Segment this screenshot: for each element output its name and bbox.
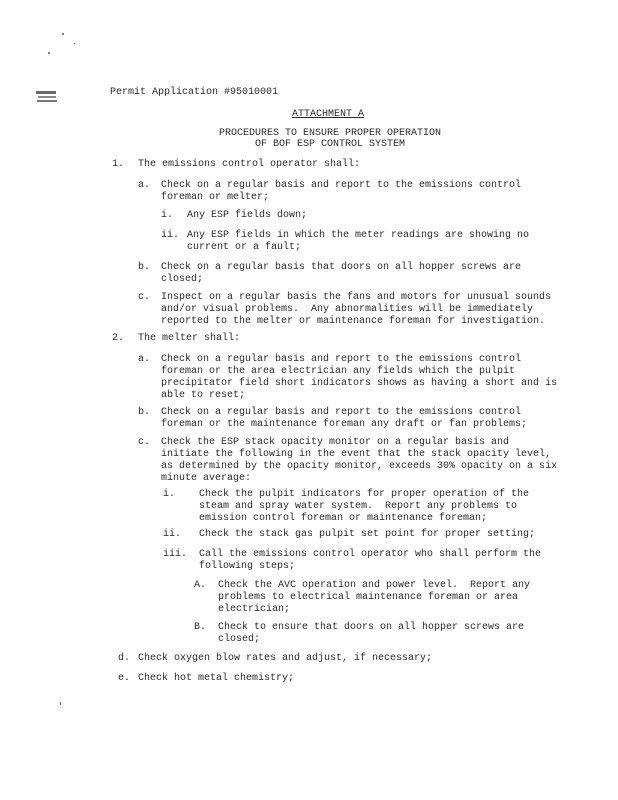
item-number: a. — [138, 180, 151, 191]
item-text: Inspect on a regular basis the fans and motors for unusual sounds and/or visual problems. Any abnormalities will be immediately reported to the melter or maintenance foreman for investigation. — [161, 292, 552, 327]
item-text: Check oxygen blow rates and adjust, if necessary; — [138, 653, 433, 664]
item-number: c. — [138, 437, 151, 448]
item-number: i. — [163, 489, 176, 500]
item-text: Check the stack gas pulpit set point for proper setting; — [199, 529, 536, 540]
item-number: a. — [138, 354, 151, 365]
item-text: Check the ESP stack opacity monitor on a regular basis and initiate the following in the event that the stack opacity level, as determined by the opacity monitor, exceeds 30% opacity on a six minute average: — [161, 437, 558, 484]
item-text: Check the pulpit indicators for proper operation of the steam and spray water system. Report any problems to emission control foreman or maintenance foreman; — [199, 489, 530, 524]
item-text: Any ESP fields in which the meter readings are showing no current or a fault; — [187, 230, 530, 253]
title-line-1: PROCEDURES TO ENSURE PROPER OPERATION — [218, 128, 442, 139]
item-text: Check on a regular basis that doors on all hopper screws are closed; — [161, 262, 522, 285]
scan-speck — [74, 43, 75, 44]
item-number: 2. — [112, 333, 125, 344]
scan-speck — [62, 33, 64, 35]
item-number: iii. — [163, 549, 188, 560]
item-number: e. — [118, 673, 131, 684]
item-number: B. — [194, 622, 207, 633]
stamp-mark — [34, 88, 60, 106]
scan-speck — [48, 52, 50, 54]
item-text: Any ESP fields down; — [187, 210, 308, 221]
item-text: Check the AVC operation and power level. Report any problems to electrical maintenance foreman or area electrician; — [218, 580, 531, 615]
item-number: d. — [118, 653, 131, 664]
item-text: The emissions control operator shall: — [138, 159, 361, 170]
attachment-label: ATTACHMENT A — [292, 109, 365, 120]
item-text: Call the emissions control operator who shall perform the following steps; — [199, 549, 542, 572]
scan-speck — [60, 702, 61, 705]
item-number: c. — [138, 292, 151, 303]
item-text: The melter shall: — [138, 333, 241, 344]
item-number: i. — [161, 210, 174, 221]
item-number: b. — [138, 407, 151, 418]
item-number: ii. — [163, 529, 182, 540]
item-text: Check on a regular basis and report to the emissions control foreman or the area electrician any fields which the pulpit precipitator field short indicators shows as having a short and is able to reset; — [161, 354, 558, 401]
item-text: Check hot metal chemistry; — [138, 673, 295, 684]
item-number: 1. — [112, 159, 125, 170]
item-text: Check on a regular basis and report to the emissions control foreman or the maintenance foreman any draft or fan problems; — [161, 407, 528, 430]
item-number: b. — [138, 262, 151, 273]
permit-header: Permit Application #95010001 — [110, 87, 279, 98]
item-number: ii. — [161, 230, 180, 241]
title-line-2: OF BOF ESP CONTROL SYSTEM — [254, 139, 406, 150]
item-number: A. — [194, 580, 207, 591]
item-text: Check on a regular basis and report to the emissions control foreman or melter; — [161, 180, 522, 203]
item-text: Check to ensure that doors on all hopper screws are closed; — [218, 622, 525, 645]
